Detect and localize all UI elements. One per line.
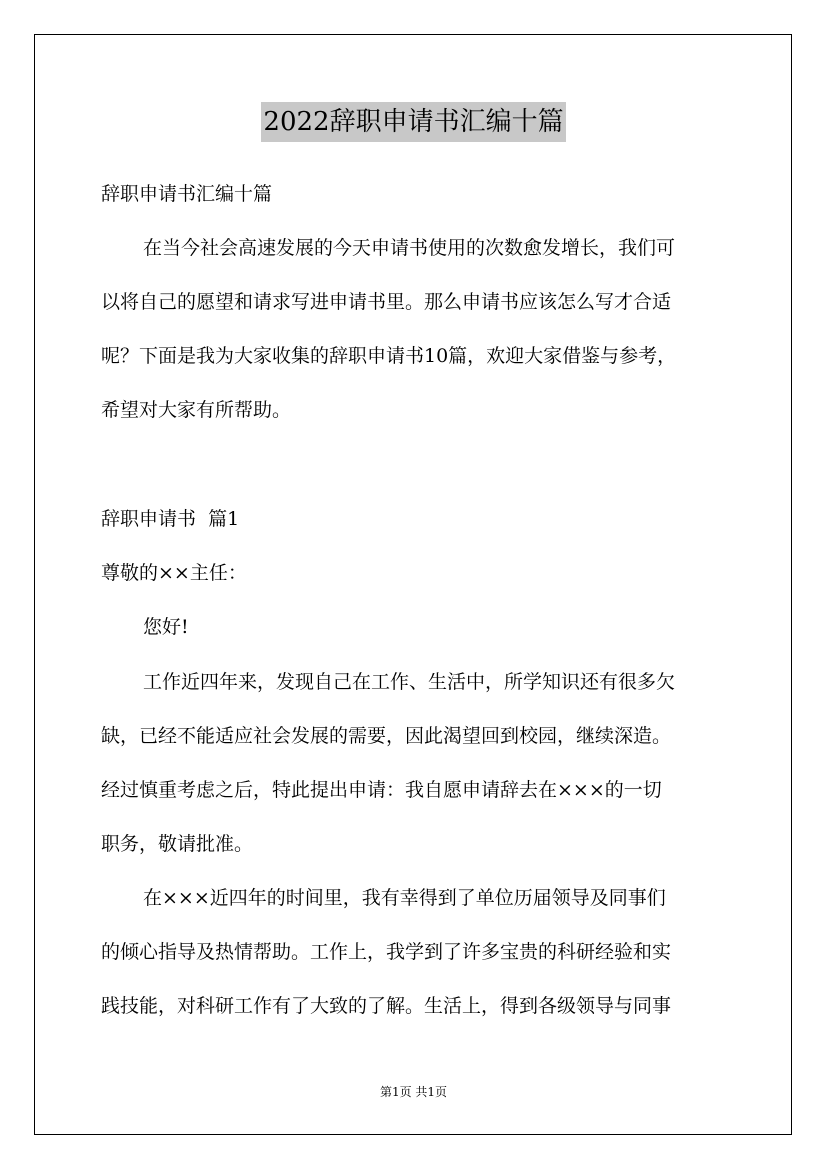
paragraph-1-line-3: 经过慎重考虑之后，特此提出申请：我自愿申请辞去在×××的一切 <box>101 779 662 801</box>
document-title: 2022辞职申请书汇编十篇 <box>261 102 565 142</box>
section-heading: 辞职申请书 篇1 <box>101 508 240 530</box>
document-subtitle: 辞职申请书汇编十篇 <box>101 183 273 205</box>
paragraph-2-line-2: 的倾心指导及热情帮助。工作上，我学到了许多宝贵的科研经验和实 <box>101 941 672 963</box>
intro-line-3: 呢？下面是我为大家收集的辞职申请书10篇，欢迎大家借鉴与参考， <box>101 345 677 367</box>
intro-line-4: 希望对大家有所帮助。 <box>101 399 292 421</box>
paragraph-1-line-1: 工作近四年来，发现自己在工作、生活中，所学知识还有很多欠 <box>143 671 676 693</box>
paragraph-2-line-1: 在×××近四年的时间里，我有幸得到了单位历届领导及同事们 <box>143 887 666 909</box>
paragraph-2-line-3: 践技能，对科研工作有了大致的了解。生活上，得到各级领导与同事 <box>101 995 672 1017</box>
intro-line-1: 在当今社会高速发展的今天申请书使用的次数愈发增长，我们可 <box>143 237 676 259</box>
intro-line-2: 以将自己的愿望和请求写进申请书里。那么申请书应该怎么写才合适 <box>101 291 672 313</box>
paragraph-1-line-2: 缺，已经不能适应社会发展的需要，因此渴望回到校园，继续深造。 <box>101 725 672 747</box>
page-footer: 第1页 共1页 <box>379 1085 448 1099</box>
greeting: 您好! <box>143 616 189 638</box>
salutation: 尊敬的××主任： <box>101 562 247 584</box>
paragraph-1-line-4: 职务，敬请批准。 <box>101 833 254 855</box>
